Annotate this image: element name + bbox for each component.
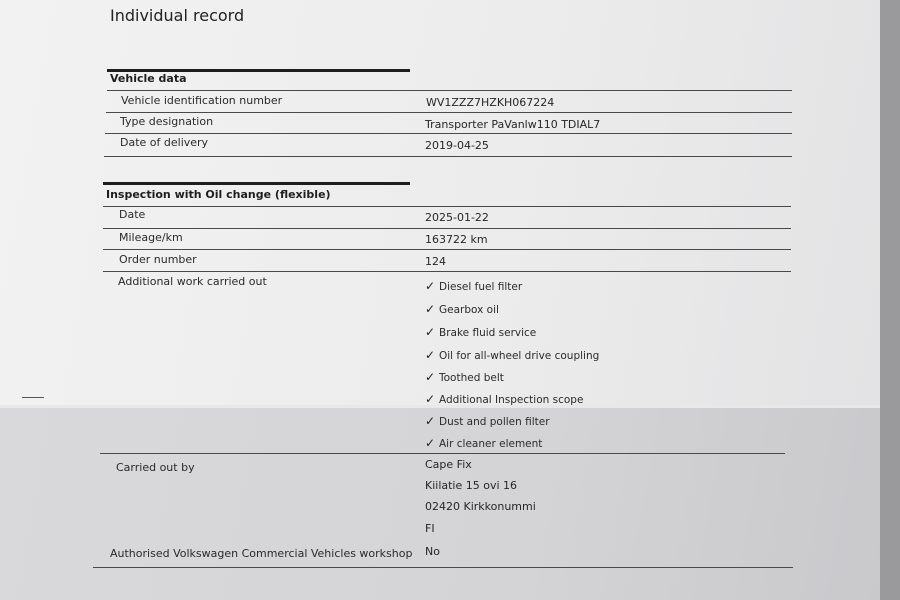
order-number-value: 124 bbox=[425, 255, 446, 268]
vin-label: Vehicle identification number bbox=[121, 94, 283, 107]
workshop-street: Kiilatie 15 ovi 16 bbox=[425, 479, 518, 492]
item-text: Dust and pollen filter bbox=[439, 416, 550, 428]
inspection-section-title: Inspection with Oil change (flexible) bbox=[106, 188, 331, 201]
inspection-date-value: 2025-01-22 bbox=[425, 211, 489, 224]
carried-out-label: Carried out by bbox=[116, 461, 195, 474]
additional-work-item bbox=[425, 436, 542, 450]
item-text: Additional Inspection scope bbox=[439, 394, 584, 406]
item-text: Air cleaner element bbox=[439, 438, 543, 450]
delivery-date-value: 2019-04-25 bbox=[425, 139, 489, 152]
vehicle-rule-2 bbox=[105, 133, 792, 134]
delivery-date-label: Date of delivery bbox=[120, 136, 209, 149]
inspection-rule-top bbox=[103, 206, 791, 207]
workshop-country: FI bbox=[425, 522, 435, 535]
check-icon: ✓ bbox=[425, 370, 436, 384]
mileage-value: 163722 km bbox=[425, 233, 488, 246]
inspection-section-bar bbox=[103, 182, 410, 185]
additional-work-item bbox=[425, 414, 550, 428]
check-icon: ✓ bbox=[425, 348, 436, 362]
mileage-label: Mileage/km bbox=[119, 231, 183, 244]
additional-work-label: Additional work carried out bbox=[118, 275, 267, 288]
authorised-workshop-label: Authorised Volkswagen Commercial Vehicles workshop bbox=[110, 547, 413, 560]
workshop-name: Cape Fix bbox=[425, 458, 472, 471]
inspection-rule-1 bbox=[103, 228, 791, 229]
additional-work-item bbox=[425, 348, 599, 362]
check-icon: ✓ bbox=[425, 325, 436, 339]
check-icon: ✓ bbox=[425, 392, 436, 406]
vehicle-rule-top bbox=[107, 90, 792, 91]
inspection-rule-2 bbox=[103, 249, 791, 250]
vehicle-rule-3 bbox=[104, 156, 792, 157]
item-text: Toothed belt bbox=[439, 372, 504, 384]
additional-work-item bbox=[425, 325, 536, 339]
item-text: Brake fluid service bbox=[439, 327, 537, 339]
workshop-postal-city: 02420 Kirkkonummi bbox=[425, 500, 536, 513]
order-number-label: Order number bbox=[119, 253, 197, 266]
vehicle-rule-1 bbox=[106, 112, 792, 113]
additional-work-item bbox=[425, 392, 583, 406]
check-icon: ✓ bbox=[425, 414, 436, 428]
item-text: Diesel fuel filter bbox=[439, 281, 523, 293]
type-designation-label: Type designation bbox=[120, 115, 214, 128]
item-text: Oil for all-wheel drive coupling bbox=[439, 350, 600, 362]
additional-work-item bbox=[425, 370, 504, 384]
authorised-workshop-value: No bbox=[425, 545, 440, 558]
additional-work-item bbox=[425, 302, 499, 316]
check-icon: ✓ bbox=[425, 302, 436, 316]
additional-work-item bbox=[425, 279, 522, 293]
inspection-rule-3 bbox=[103, 271, 791, 272]
type-designation-value: Transporter PaVanlw110 TDIAL7 bbox=[425, 118, 601, 131]
check-icon: ✓ bbox=[425, 436, 436, 450]
vin-value: WV1ZZZ7HZKH067224 bbox=[426, 96, 555, 109]
fold-mark bbox=[22, 397, 44, 398]
inspection-date-label: Date bbox=[119, 208, 146, 221]
bottom-rule bbox=[93, 567, 793, 568]
vehicle-section-title: Vehicle data bbox=[110, 72, 187, 85]
carried-out-rule bbox=[100, 453, 785, 454]
document-title: Individual record bbox=[110, 6, 245, 25]
item-text: Gearbox oil bbox=[439, 304, 499, 316]
check-icon: ✓ bbox=[425, 279, 436, 293]
